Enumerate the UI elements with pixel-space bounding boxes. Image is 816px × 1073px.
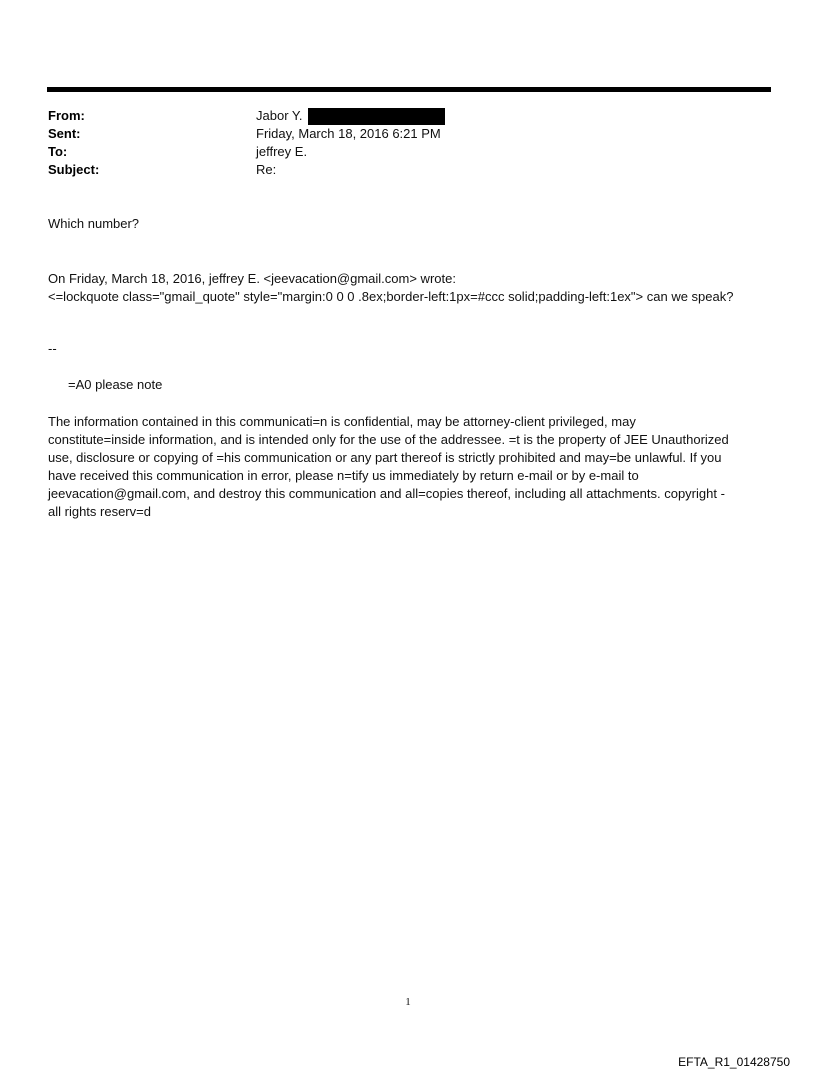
disclaimer-line: constitute=inside information, and is intended only for the use of the addressee. =t is the property of JEE Unauthorized <box>48 432 729 447</box>
sent-row <box>48 125 768 143</box>
subject-value: Re: <box>256 162 277 177</box>
disclaimer-line: use, disclosure or copying of =his communication or any part thereof is strictly prohibited and may=be unlawful. If you <box>48 450 722 465</box>
to-value: jeffrey E. <box>256 144 308 159</box>
bates-number: EFTA_R1_01428750 <box>678 1055 790 1069</box>
from-row <box>48 107 768 125</box>
page-number: 1 <box>405 996 411 1008</box>
sent-label: Sent: <box>48 126 81 141</box>
subject-label: Subject: <box>48 162 100 177</box>
signature-note: =A0 please note <box>68 377 163 392</box>
disclaimer-line: all rights reserv=d <box>48 504 151 519</box>
subject-row <box>48 161 768 179</box>
to-row <box>48 143 768 161</box>
from-label: From: <box>48 108 85 123</box>
disclaimer-line: The information contained in this communicati=n is confidential, may be attorney-client privileged, may <box>48 414 636 429</box>
redaction-box <box>308 108 445 125</box>
disclaimer-line: jeevacation@gmail.com, and destroy this communication and all=copies thereof, including all attachments. copyright - <box>48 486 725 501</box>
from-sender-name: Jabor Y. <box>256 108 303 123</box>
confidentiality-disclaimer <box>48 413 772 521</box>
top-divider <box>47 87 771 92</box>
email-header <box>48 107 768 179</box>
sent-value: Friday, March 18, 2016 6:21 PM <box>256 126 441 141</box>
disclaimer-line: have received this communication in error, please n=tify us immediately by return e-mail or by e-mail to <box>48 468 639 483</box>
quote-content: <=lockquote class="gmail_quote" style="margin:0 0 0 .8ex;border-left:1px=#ccc solid;padding-left:1ex"> can we speak? <box>48 289 734 304</box>
signature-separator: -- <box>48 341 57 356</box>
message-question: Which number? <box>48 216 140 231</box>
quoted-message <box>48 270 772 306</box>
quote-attribution: On Friday, March 18, 2016, jeffrey E. <jeevacation@gmail.com> wrote: <box>48 271 456 286</box>
from-value <box>256 107 445 125</box>
to-label: To: <box>48 144 68 159</box>
